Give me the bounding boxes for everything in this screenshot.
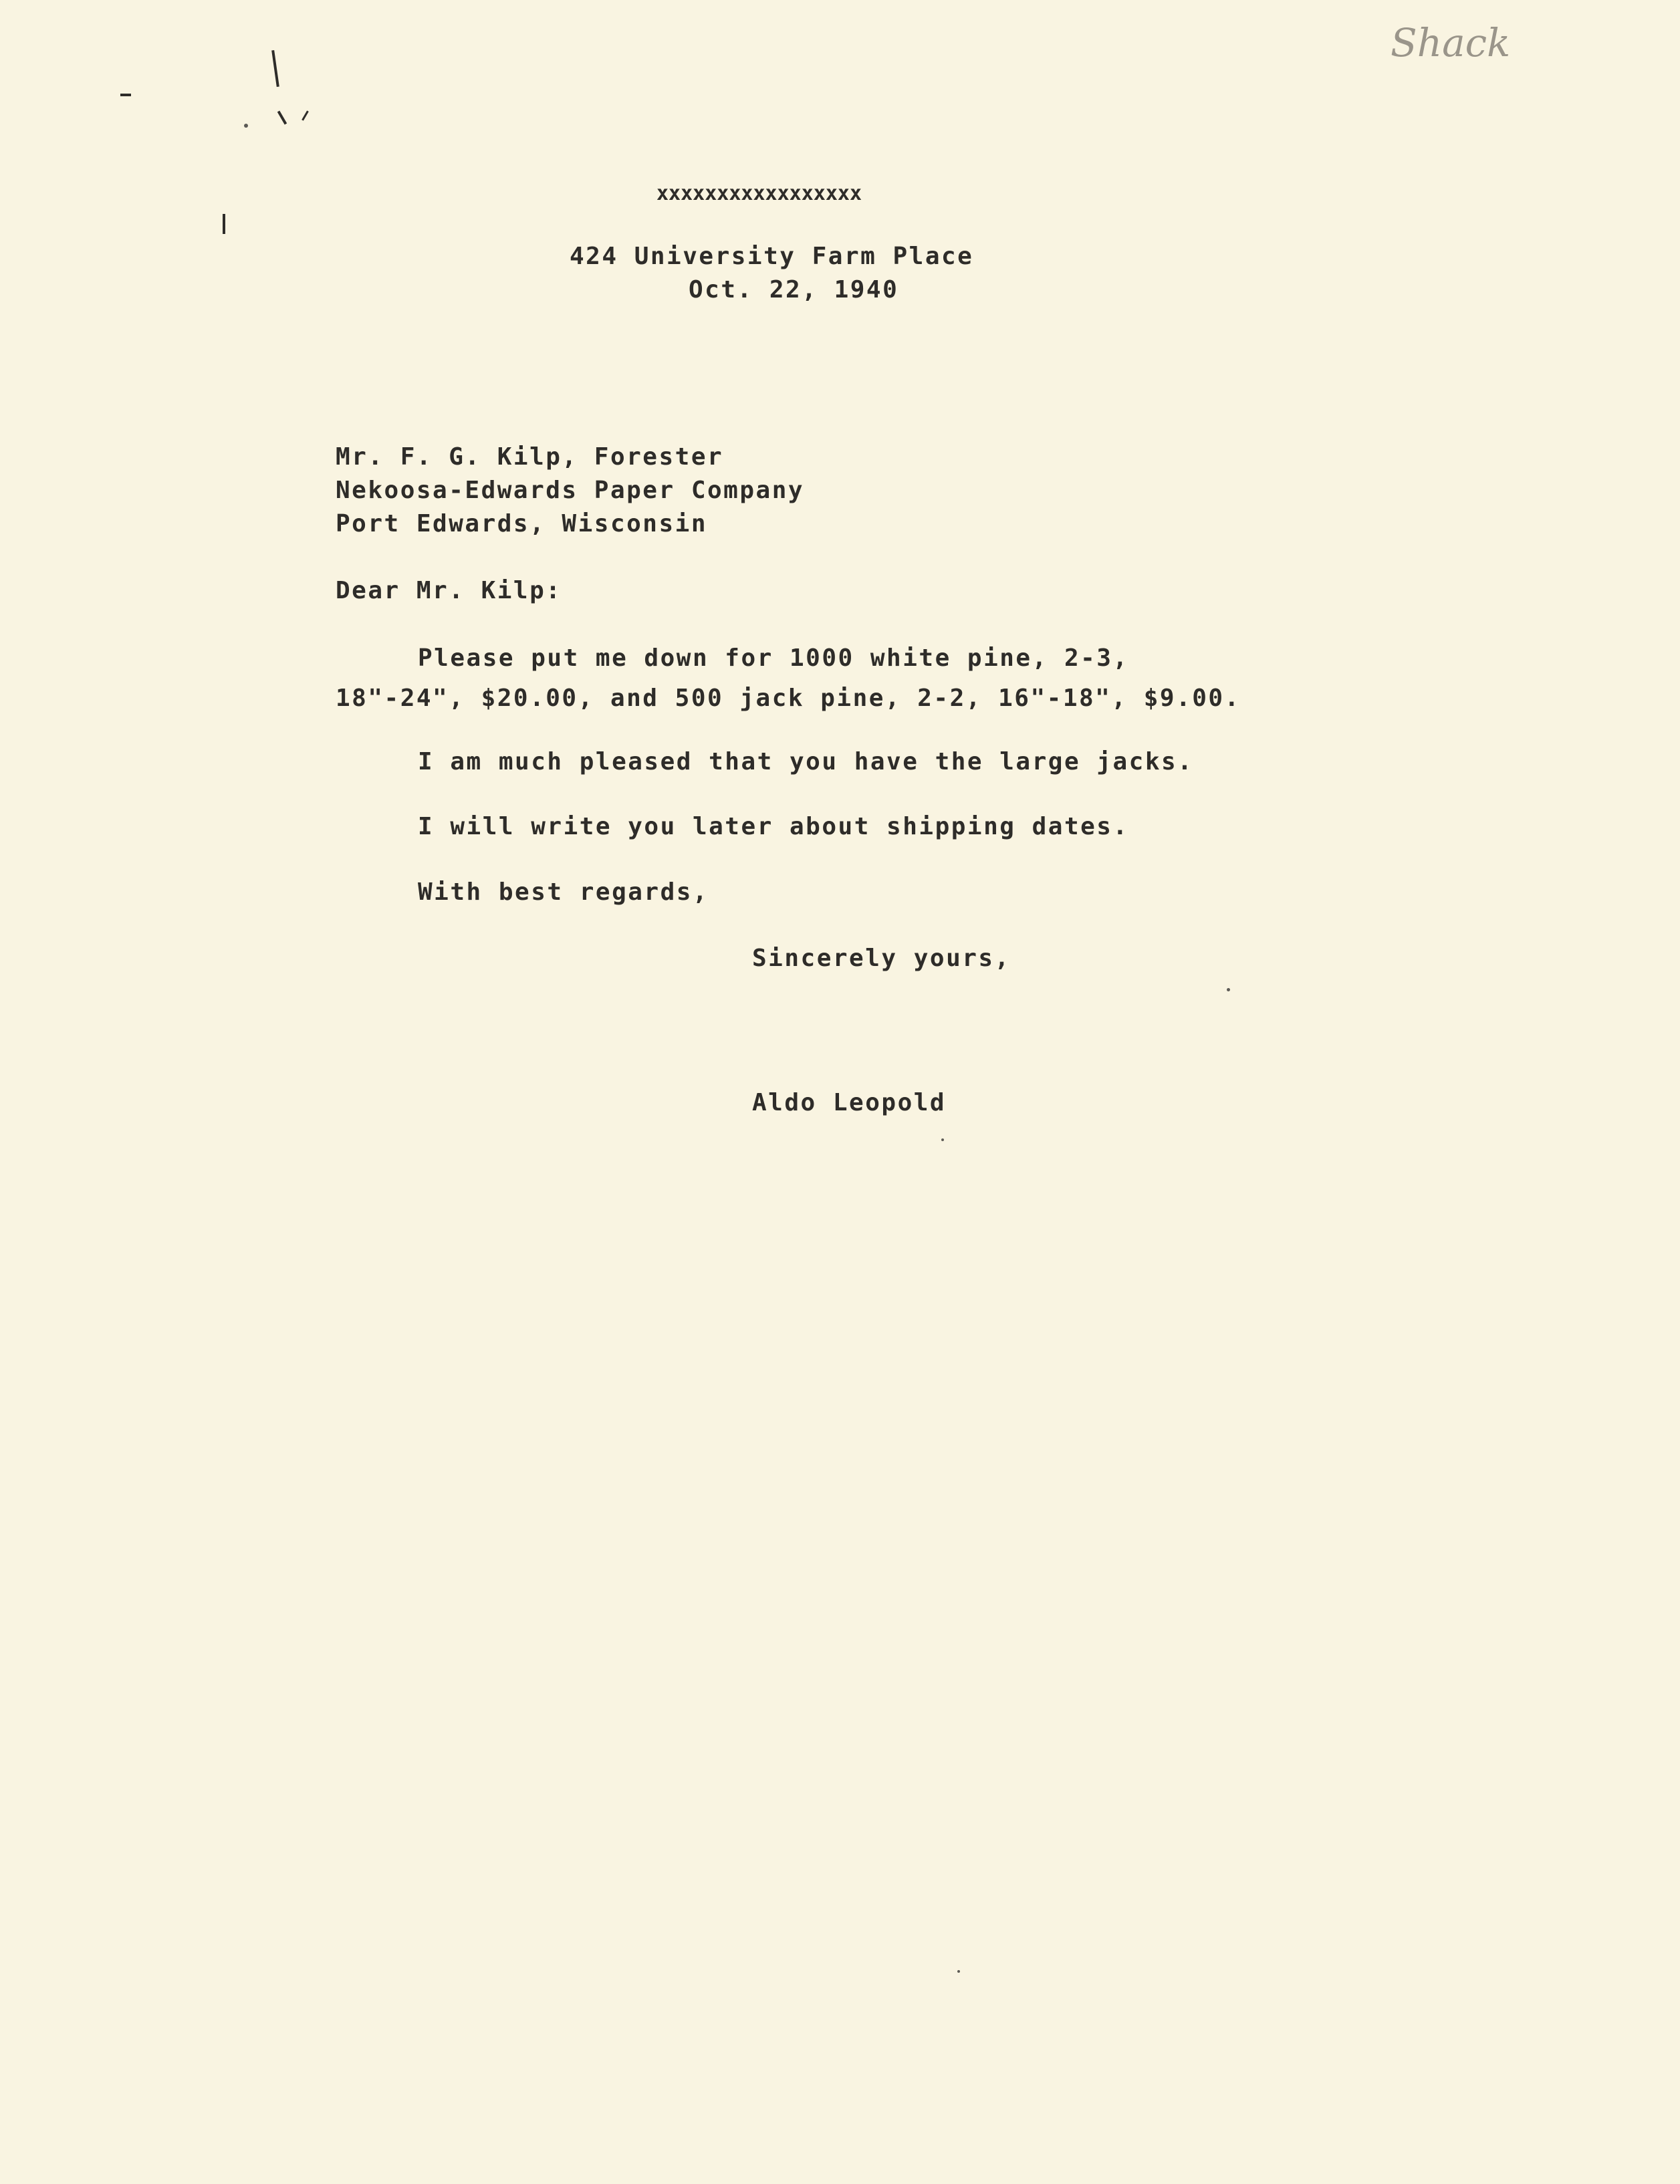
body-line-5: With best regards,: [418, 878, 709, 906]
signature-name: Aldo Leopold: [752, 1089, 947, 1116]
recipient-line-1: Mr. F. G. Kilp, Forester: [336, 443, 724, 471]
margin-mark-4: [120, 94, 131, 96]
closing: Sincerely yours,: [752, 945, 1011, 972]
recipient-line-3: Port Edwards, Wisconsin: [336, 510, 707, 537]
margin-mark-2: [277, 110, 287, 124]
body-line-4: I will write you later about shipping dates.: [418, 813, 1129, 840]
speck-4: [957, 1970, 960, 1973]
salutation: Dear Mr. Kilp:: [336, 577, 562, 604]
sender-address: 424 University Farm Place: [570, 243, 974, 270]
body-line-1: Please put me down for 1000 white pine, 2-3,: [418, 644, 1129, 672]
body-line-2: 18"-24", $20.00, and 500 jack pine, 2-2, 16"-18", $9.00.: [336, 685, 1241, 712]
margin-mark-5: [223, 214, 225, 234]
body-line-3: I am much pleased that you have the large jacks.: [418, 748, 1194, 775]
margin-mark-3: [302, 110, 309, 120]
speck-2: [1227, 988, 1230, 991]
speck-3: [941, 1138, 944, 1141]
letter-date: Oct. 22, 1940: [689, 276, 899, 304]
pencil-annotation: Shack: [1391, 20, 1511, 66]
margin-mark-1: [271, 50, 279, 87]
header-strikeout: xxxxxxxxxxxxxxxxx: [656, 182, 862, 205]
recipient-line-2: Nekoosa-Edwards Paper Company: [336, 477, 805, 504]
speck-1: [244, 124, 248, 128]
